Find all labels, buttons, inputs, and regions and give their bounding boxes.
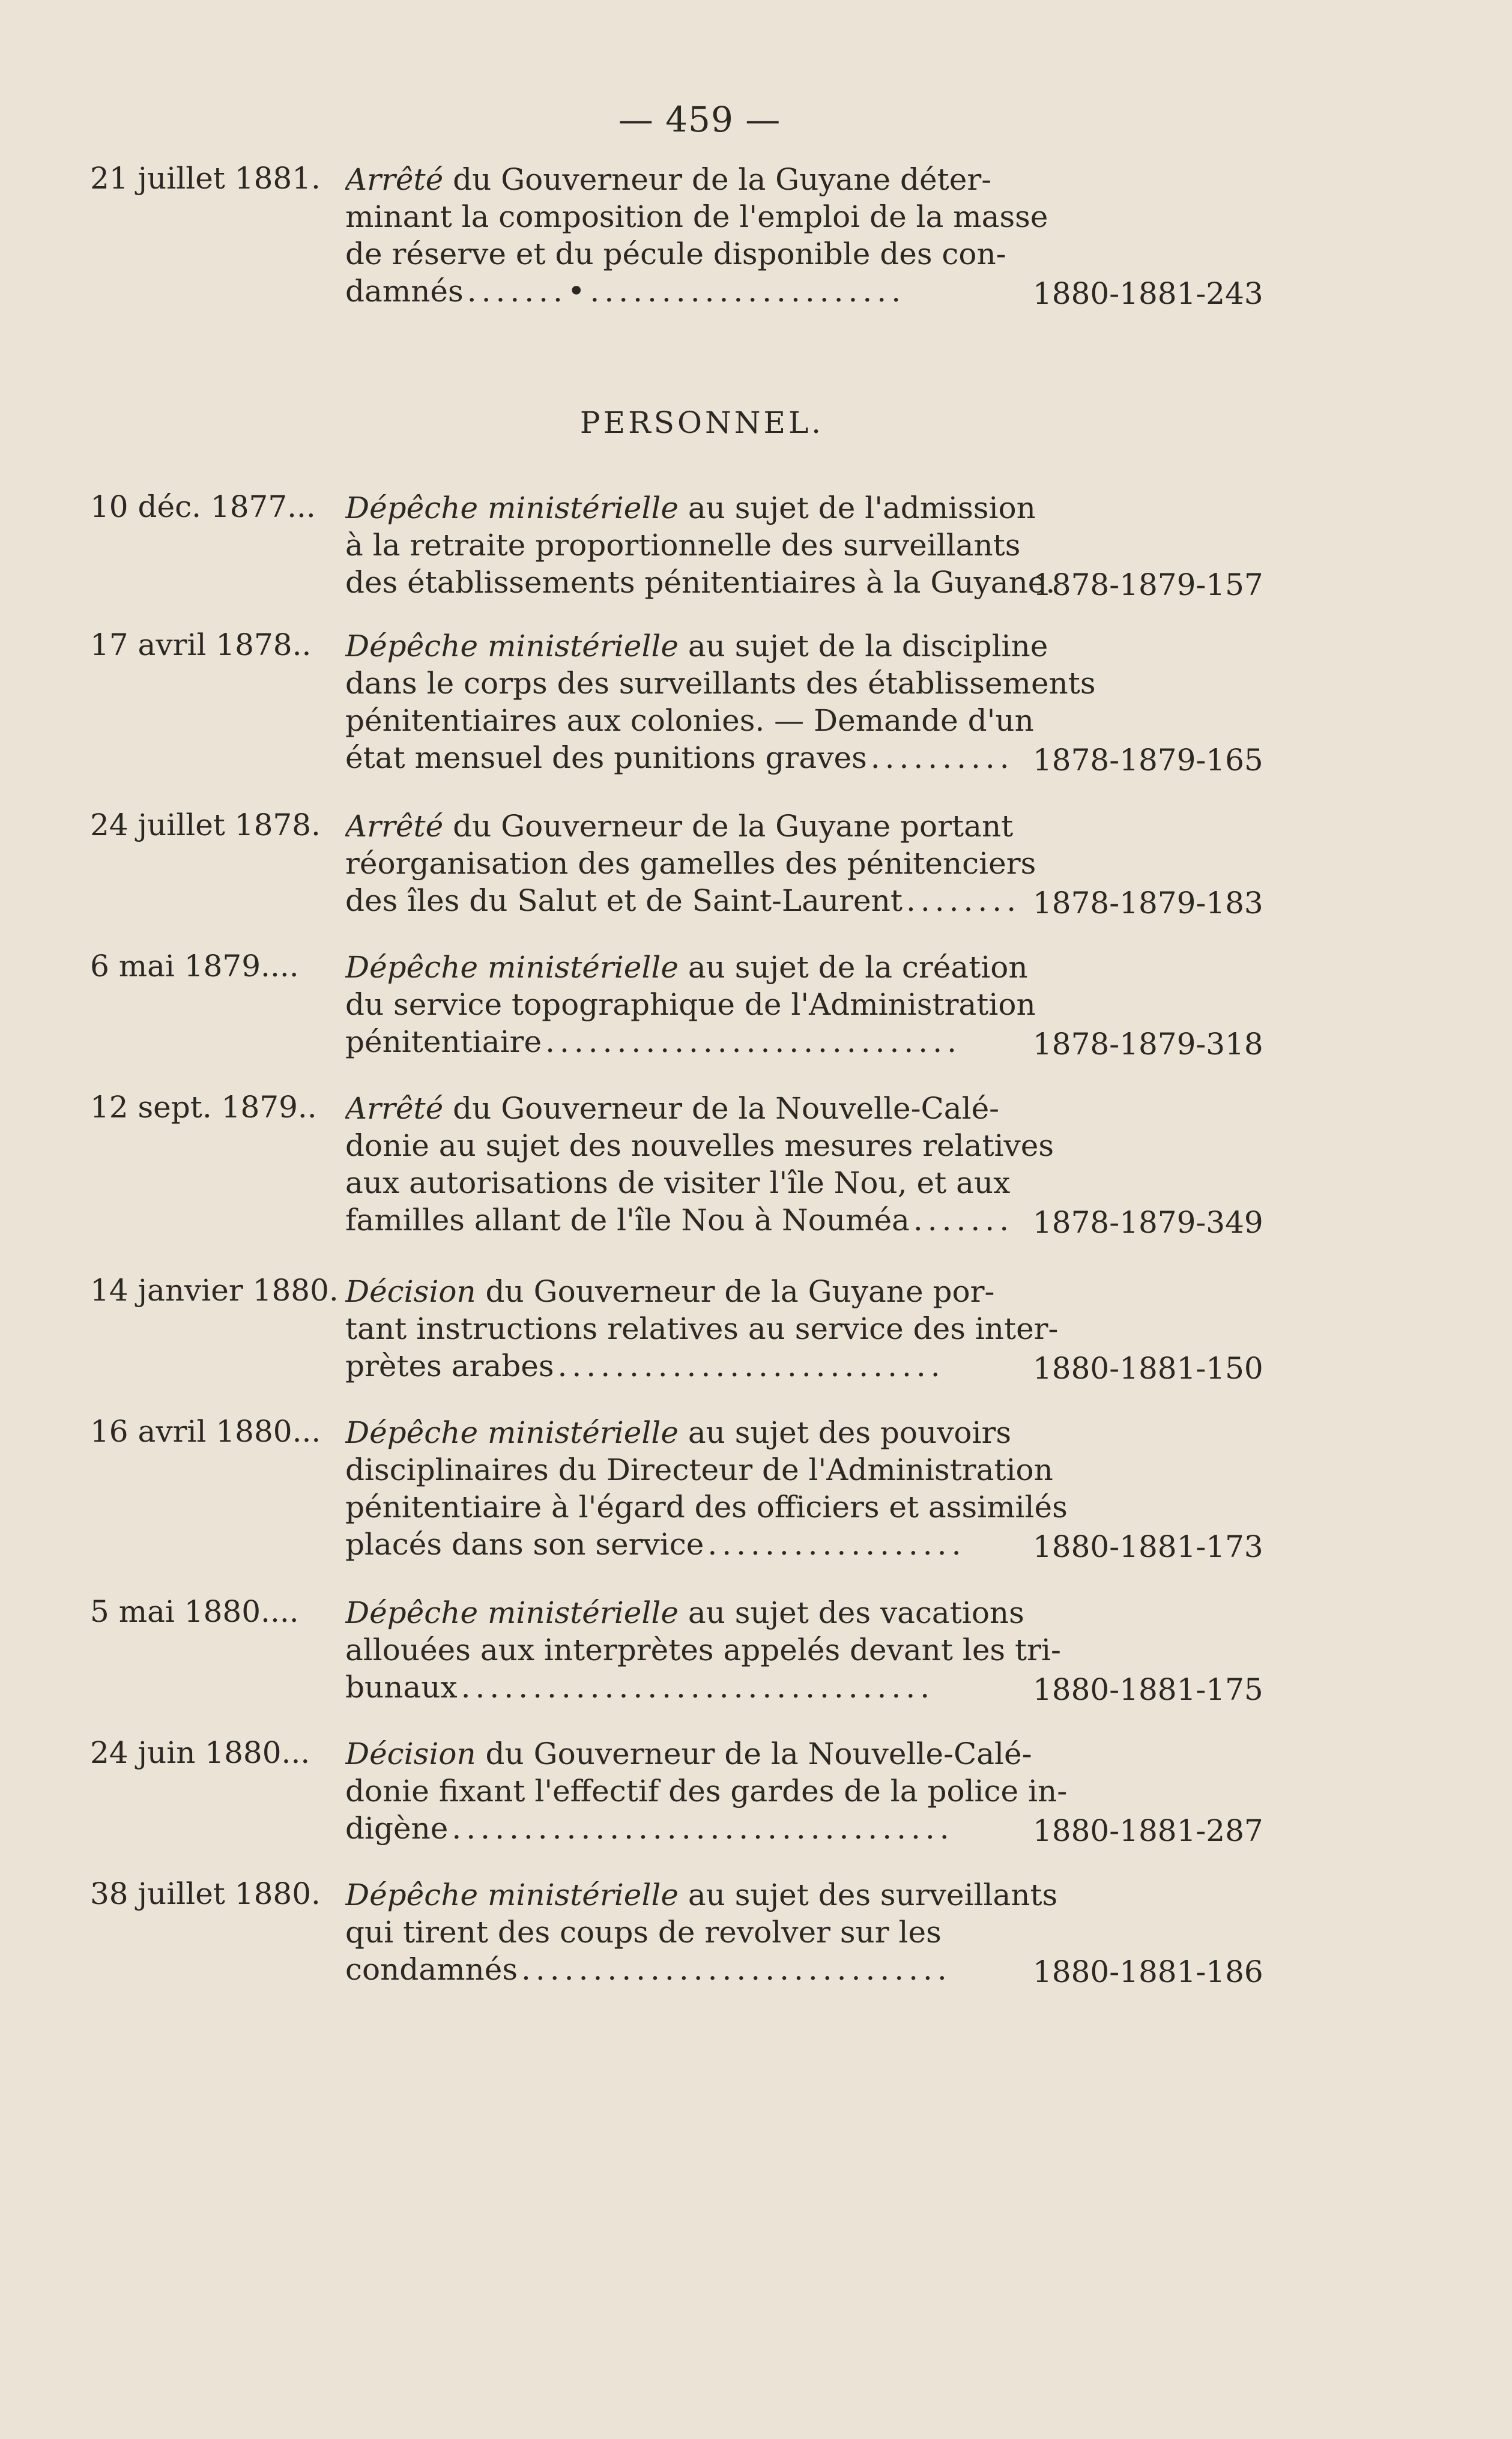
entry-date: 6 mai 1879....: [90, 949, 299, 984]
entry-document-type: Dépêche ministérielle: [345, 950, 679, 985]
entry-line: [345, 702, 1258, 739]
entry-reference: 1878-1879-349: [1033, 1205, 1263, 1240]
leader-dots: ........: [906, 883, 1021, 918]
entry-last-text: prètes arabes: [345, 1349, 554, 1383]
entry-line: [345, 627, 1258, 665]
entry-document-type: Arrêté: [345, 1091, 444, 1126]
entry-line: [345, 489, 1258, 527]
entry-date: 24 juillet 1878.: [90, 808, 321, 842]
entry-line: [345, 1090, 1258, 1127]
entry-line: [345, 161, 1258, 198]
entry-line: [345, 1414, 1258, 1451]
entry-line: [345, 1451, 1258, 1488]
entry-document-type: Décision: [345, 1274, 476, 1309]
entry-line: [345, 1735, 1258, 1773]
leader-dots: .......: [913, 1203, 1014, 1238]
entry-document-type: Décision: [345, 1736, 476, 1771]
entry-document-type: Arrêté: [345, 162, 444, 197]
entry-line-text: au sujet de l'admission: [688, 491, 1036, 525]
entry-line: [345, 1631, 1258, 1669]
entry-document-type: Dépêche ministérielle: [345, 629, 679, 663]
entry-line-text: aux autorisations de visiter l'île Nou, et aux: [345, 1165, 1011, 1200]
entry-line: [345, 1594, 1258, 1631]
entry-document-type: Dépêche ministérielle: [345, 1878, 679, 1912]
leader-dots: ...........................: [557, 1349, 945, 1383]
entry-reference: 1880-1881-173: [1033, 1529, 1263, 1564]
entry-date: 17 avril 1878..: [90, 627, 312, 662]
entry-line-text: du Gouverneur de la Guyane portant: [453, 809, 1014, 844]
entry-last-text: bunaux: [345, 1670, 458, 1705]
entry-line: [345, 198, 1258, 235]
entry-date: 38 juillet 1880.: [90, 1876, 321, 1911]
entry-line: [345, 1273, 1258, 1310]
entry-line: [345, 665, 1258, 702]
entry-last-text: pénitentiaire: [345, 1024, 542, 1059]
entry-line-text: au sujet de la discipline: [688, 629, 1048, 663]
leader-dots: ..............................: [521, 1952, 952, 1987]
entry-line-text: au sujet de la création: [688, 950, 1028, 985]
entry-last-text: condamnés: [345, 1952, 518, 1987]
entry-line-text: donie au sujet des nouvelles mesures relatives: [345, 1128, 1054, 1163]
entry-line: [345, 235, 1258, 273]
leader-dots: .................................: [461, 1670, 935, 1705]
entry-line: [345, 1914, 1258, 1951]
entry-reference: 1878-1879-165: [1033, 743, 1263, 778]
entry-line-text: du Gouverneur de la Guyane déter-: [453, 162, 992, 197]
entry-document-type: Arrêté: [345, 809, 444, 844]
entry-line-text: du service topographique de l'Administration: [345, 987, 1036, 1022]
entry-line: [345, 1310, 1258, 1347]
entry-line: [345, 1127, 1258, 1164]
entry-last-text: des établissements pénitentiaires à la Guyane.: [345, 565, 1056, 600]
entry-reference: 1878-1879-318: [1033, 1027, 1263, 1062]
entry-document-type: Dépêche ministérielle: [345, 1595, 679, 1630]
entry-line: [345, 1876, 1258, 1914]
leader-dots: ...................................: [452, 1811, 954, 1846]
entry-line-text: pénitentiaires aux colonies. — Demande d'un: [345, 703, 1034, 738]
leader-dots: .......•......................: [467, 274, 906, 309]
entry-line-text: du Gouverneur de la Guyane por-: [485, 1274, 995, 1309]
entry-document-type: Dépêche ministérielle: [345, 491, 679, 525]
entry-date: 12 sept. 1879..: [90, 1090, 317, 1125]
entry-reference: 1878-1879-183: [1033, 886, 1263, 920]
entry-line: [345, 808, 1258, 845]
leader-dots: ..................: [707, 1527, 966, 1562]
entry-line-text: du Gouverneur de la Nouvelle-Calé-: [453, 1091, 1000, 1126]
entry-date: 24 juin 1880...: [90, 1735, 310, 1770]
entry-reference: 1878-1879-157: [1033, 567, 1263, 602]
entry-line-text: réorganisation des gamelles des pénitenciers: [345, 846, 1036, 881]
entry-reference: 1880-1881-243: [1033, 276, 1263, 311]
entry-line-text: dans le corps des surveillants des établissements: [345, 666, 1096, 701]
entry-line: [345, 949, 1258, 986]
entry-line-text: tant instructions relatives au service des inter-: [345, 1311, 1059, 1346]
entry-line-text: à la retraite proportionnelle des surveillants: [345, 528, 1021, 563]
entry-line: [345, 527, 1258, 564]
entry-reference: 1880-1881-175: [1033, 1672, 1263, 1707]
leader-dots: ..........: [870, 740, 1014, 775]
entry-line: [345, 1773, 1258, 1810]
entry-date: 5 mai 1880....: [90, 1594, 299, 1629]
entry-line: [345, 845, 1258, 882]
entry-line: [345, 986, 1258, 1023]
entry-last-text: placés dans son service: [345, 1527, 704, 1562]
entry-date: 21 juillet 1881.: [90, 161, 321, 196]
entry-line: [345, 1488, 1258, 1526]
entry-date: 16 avril 1880...: [90, 1414, 321, 1449]
entry-line-text: au sujet des vacations: [688, 1595, 1024, 1630]
entry-last-text: damnés: [345, 274, 464, 309]
entry-line-text: au sujet des surveillants: [688, 1878, 1058, 1912]
leader-dots: .............................: [545, 1024, 961, 1059]
entry-line-text: pénitentiaire à l'égard des officiers et assimilés: [345, 1490, 1068, 1525]
entry-line-text: allouées aux interprètes appelés devant les tri-: [345, 1633, 1061, 1667]
entry-line-text: du Gouverneur de la Nouvelle-Calé-: [485, 1736, 1032, 1771]
entry-date: 14 janvier 1880.: [90, 1273, 339, 1308]
entry-line: [345, 1164, 1258, 1201]
section-title: PERSONNEL.: [579, 405, 824, 440]
entry-last-text: état mensuel des punitions graves: [345, 740, 867, 775]
entry-reference: 1880-1881-287: [1033, 1813, 1263, 1848]
entry-document-type: Dépêche ministérielle: [345, 1415, 679, 1450]
entry-line-text: minant la composition de l'emploi de la masse: [345, 199, 1048, 234]
entry-line-text: disciplinaires du Directeur de l'Administration: [345, 1452, 1053, 1487]
entry-line-text: qui tirent des coups de revolver sur les: [345, 1915, 942, 1950]
entry-last-text: familles allant de l'île Nou à Nouméa: [345, 1203, 910, 1238]
page-number: — 459 —: [618, 99, 781, 140]
entry-line-text: au sujet des pouvoirs: [688, 1415, 1012, 1450]
entry-reference: 1880-1881-186: [1033, 1954, 1263, 1989]
entry-last-text: digène: [345, 1811, 449, 1846]
entry-line-text: de réserve et du pécule disponible des con-: [345, 237, 1006, 271]
entry-date: 10 déc. 1877...: [90, 489, 316, 524]
entry-reference: 1880-1881-150: [1033, 1351, 1263, 1386]
entry-last-text: des îles du Salut et de Saint-Laurent: [345, 883, 903, 918]
entry-line-text: donie fixant l'effectif des gardes de la police in-: [345, 1774, 1068, 1809]
